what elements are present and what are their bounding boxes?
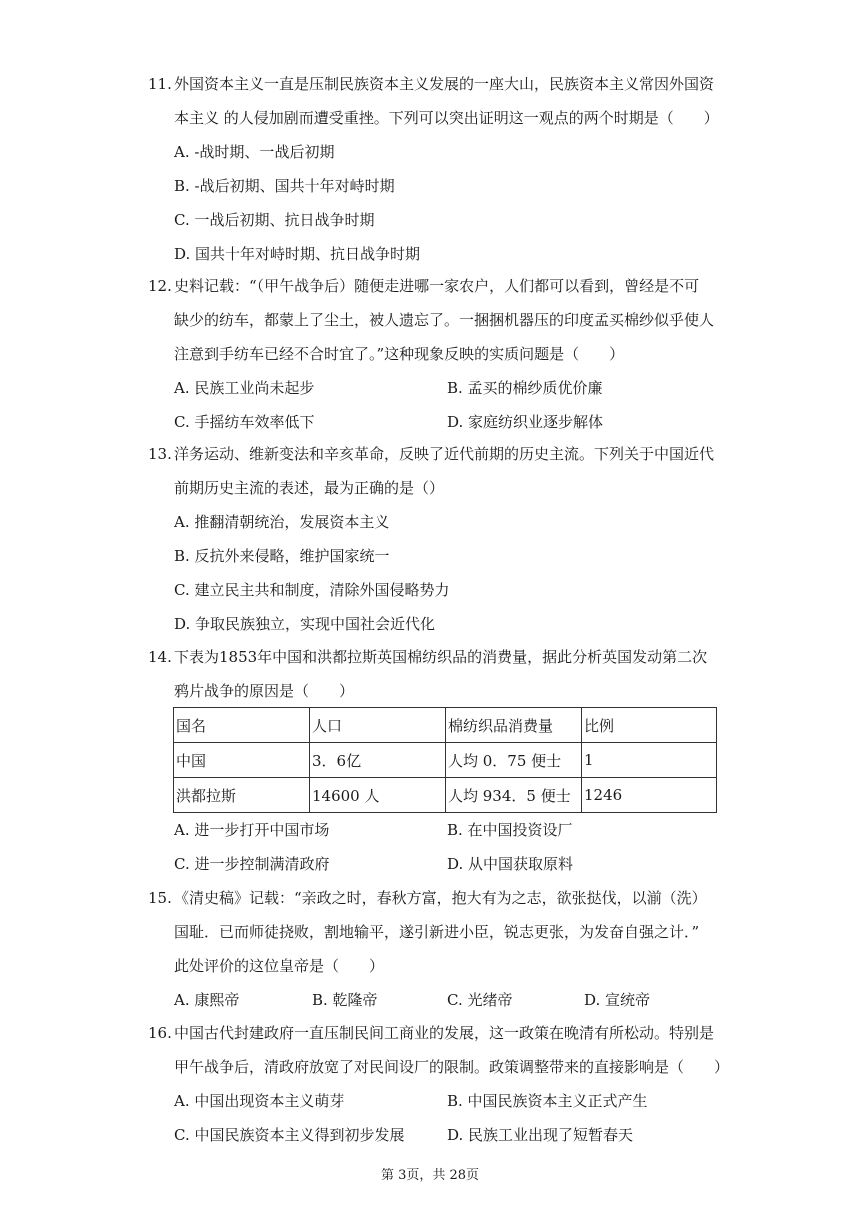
question-text: 本主义 的人侵加剧而遭受重挫。下列可以突出证明这一观点的两个时期是（ ） <box>174 109 719 127</box>
question-text: 甲午战争后，清政府放宽了对民间设厂的限制。政策调整带来的直接影响是（ ） <box>174 1058 730 1076</box>
question-14-options <box>140 813 720 881</box>
question-text: 外国资本主义一直是压制民族资本主义发展的一座大山，民族资本主义常因外国资 <box>174 75 715 93</box>
table-cell: 人均 934．5 便士 <box>446 778 582 813</box>
option-a: A. 中国出现资本主义萌芽 <box>174 1092 345 1110</box>
question-number: 12. <box>148 277 172 295</box>
table-header-row <box>174 708 717 743</box>
table-header-cell: 人口 <box>310 708 446 743</box>
table-row <box>174 778 717 813</box>
option-c: C. 进一步控制满清政府 <box>174 855 330 873</box>
option-d: D. 从中国获取原料 <box>447 855 574 873</box>
option-a: A. 进一步打开中国市场 <box>174 821 330 839</box>
table-cell: 1 <box>582 743 717 778</box>
question-text: 缺少的纺车，都蒙上了尘土，被人遗忘了。一捆捆机器压的印度孟买棉纱似乎使人 <box>174 311 715 329</box>
option-c: C. 手摇纺车效率低下 <box>174 413 315 431</box>
question-number: 11. <box>148 75 172 93</box>
question-14 <box>140 640 720 708</box>
question-text: 洋务运动、维新变法和辛亥革命，反映了近代前期的历史主流。下列关于中国近代 <box>174 445 715 463</box>
table-cell: 14600 人 <box>310 778 446 813</box>
question-text: 《清史稿》记载：“亲政之时，春秋方富，抱大有为之志，欲张挞伐，以湔（洗） <box>174 889 707 907</box>
table-row <box>174 743 717 778</box>
option-a: A. 康熙帝 <box>174 991 240 1009</box>
question-text: 前期历史主流的表述，最为正确的是（） <box>174 479 445 497</box>
option-c: C. 建立民主共和制度，清除外国侵略势力 <box>174 581 450 599</box>
question-text: 鸦片战争的原因是（ ） <box>174 682 355 700</box>
option-b: B. -战后初期、国共十年对峙时期 <box>174 177 395 195</box>
question-number: 13. <box>148 445 172 463</box>
consumption-table <box>173 707 717 813</box>
option-b: B. 反抗外来侵略，维护国家统一 <box>174 547 390 565</box>
option-c: C. 光绪帝 <box>447 991 513 1009</box>
option-a: A. -战时期、一战后初期 <box>174 143 335 161</box>
option-d: D. 家庭纺织业逐步解体 <box>447 413 604 431</box>
option-b: B. 孟买的棉纱质优价廉 <box>447 379 603 397</box>
option-c: C. 一战后初期、抗日战争时期 <box>174 211 375 229</box>
option-d: D. 国共十年对峙时期、抗日战争时期 <box>174 245 421 263</box>
question-number: 15. <box>148 889 172 907</box>
question-number: 16. <box>148 1024 172 1042</box>
table-header-cell: 比例 <box>582 708 717 743</box>
question-12 <box>140 269 720 439</box>
option-a: A. 民族工业尚未起步 <box>174 379 315 397</box>
question-text: 国耻．已而师徒挠败，割地输平，遂引新进小臣，锐志更张，为发奋自强之计．” <box>174 923 700 941</box>
question-number: 14. <box>148 648 172 666</box>
table-cell: 3．6亿 <box>310 743 446 778</box>
table-cell: 人均 0．75 便士 <box>446 743 582 778</box>
question-16 <box>140 1016 730 1152</box>
table-header-cell: 国名 <box>174 708 310 743</box>
question-15 <box>140 881 720 1017</box>
table-cell: 洪都拉斯 <box>174 778 310 813</box>
option-c: C. 中国民族资本主义得到初步发展 <box>174 1126 405 1144</box>
question-text: 此处评价的这位皇帝是（ ） <box>174 957 385 975</box>
option-d: D. 争取民族独立，实现中国社会近代化 <box>174 615 436 633</box>
option-b: B. 中国民族资本主义正式产生 <box>447 1092 648 1110</box>
question-11 <box>140 67 720 271</box>
question-text: 史料记载：“（甲午战争后）随便走进哪一家农户，人们都可以看到，曾经是不可 <box>174 277 700 295</box>
option-b: B. 在中国投资设厂 <box>447 821 573 839</box>
option-d: D. 宣统帝 <box>584 991 651 1009</box>
question-text: 下表为1853年中国和洪都拉斯英国棉纺织品的消费量，据此分析英国发动第二次 <box>174 648 708 666</box>
option-d: D. 民族工业出现了短暂春天 <box>447 1126 634 1144</box>
table-cell: 中国 <box>174 743 310 778</box>
page-footer: 第 3页，共 28页 <box>380 1168 480 1183</box>
table-cell: 1246 <box>582 778 717 813</box>
option-b: B. 乾隆帝 <box>312 991 378 1009</box>
question-text: 注意到手纺车已经不合时宜了。”这种现象反映的实质问题是（ ） <box>174 345 625 363</box>
option-a: A. 推翻清朝统治，发展资本主义 <box>174 513 390 531</box>
question-text: 中国古代封建政府一直压制民间工商业的发展，这一政策在晚清有所松动。特别是 <box>174 1024 715 1042</box>
question-13 <box>140 437 720 641</box>
table-header-cell: 棉纺织品消费量 <box>446 708 582 743</box>
